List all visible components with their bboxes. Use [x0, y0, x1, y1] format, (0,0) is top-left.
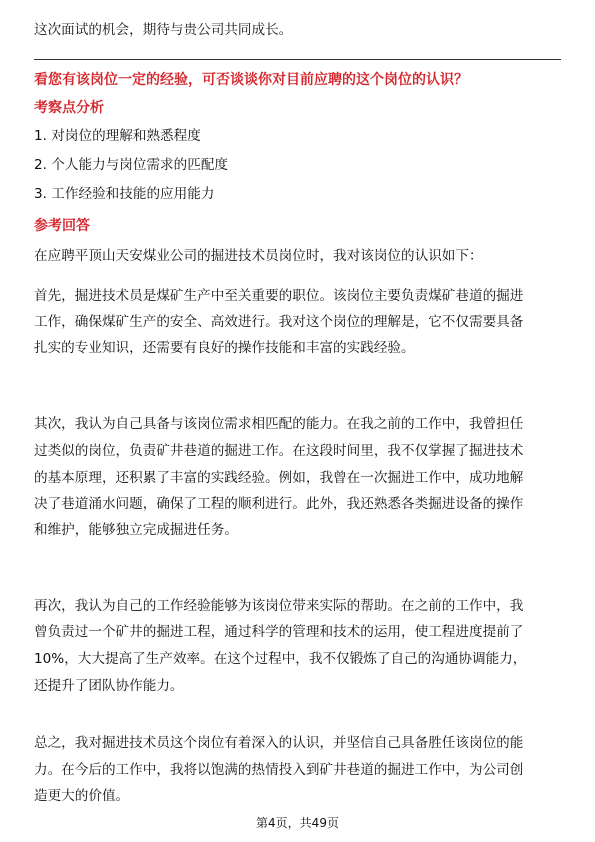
answer-paragraph-3-line: 曾负责过一个矿井的掘进工程，通过科学的管理和技术的运用，使工程进度提前了 — [34, 624, 524, 640]
answer-paragraph-3-line: 再次，我认为自己的工作经验能够为该岗位带来实际的帮助。在之前的工作中，我 — [34, 598, 524, 614]
answer-lead: 在应聘平顶山天安煤业公司的掘进技术员岗位时，我对该岗位的认识如下： — [34, 248, 483, 264]
answer-heading: 参考回答 — [34, 218, 90, 234]
answer-paragraph-1-line: 扎实的专业知识，还需要有良好的操作技能和丰富的实践经验。 — [34, 340, 415, 356]
question-title: 看您有该岗位一定的经验，可否谈谈你对目前应聘的这个岗位的认识？ — [34, 72, 468, 88]
answer-paragraph-3-line: 10%，大大提高了生产效率。在这个过程中，我不仅锻炼了自己的沟通协调能力， — [34, 651, 527, 667]
answer-paragraph-2-line: 其次，我认为自己具备与该岗位需求相匹配的能力。在我之前的工作中，我曾担任 — [34, 416, 524, 432]
answer-paragraph-1-line: 工作，确保煤矿生产的安全、高效进行。我对这个岗位的理解是，它不仅需要具备 — [34, 314, 524, 330]
analysis-item: 2. 个人能力与岗位需求的匹配度 — [34, 157, 229, 173]
answer-paragraph-1-line: 首先，掘进技术员是煤矿生产中至关重要的职位。该岗位主要负责煤矿巷道的掘进 — [34, 288, 524, 304]
analysis-item: 1. 对岗位的理解和熟悉程度 — [34, 128, 201, 144]
answer-paragraph-2-line: 决了巷道涌水问题，确保了工程的顺利进行。此外，我还熟悉各类掘进设备的操作 — [34, 496, 524, 512]
answer-paragraph-4-line: 总之，我对掘进技术员这个岗位有着深入的认识，并坚信自己具备胜任该岗位的能 — [34, 735, 524, 751]
answer-paragraph-2-line: 和维护，能够独立完成掘进任务。 — [34, 522, 238, 538]
answer-paragraph-4-line: 造更大的价值。 — [34, 788, 130, 804]
answer-paragraph-2-line: 过类似的岗位，负责矿井巷道的掘进工作。在这段时间里，我不仅掌握了掘进技术 — [34, 443, 524, 459]
page-number-footer: 第4页，共49页 — [256, 816, 339, 830]
intro-tail-text: 这次面试的机会，期待与贵公司共同成长。 — [34, 22, 293, 38]
answer-paragraph-2-line: 的基本原理，还积累了丰富的实践经验。例如，我曾在一次掘进工作中，成功地解 — [34, 470, 524, 486]
analysis-heading: 考察点分析 — [34, 100, 104, 116]
answer-paragraph-3-line: 还提升了团队协作能力。 — [34, 678, 184, 694]
answer-paragraph-4-line: 力。在今后的工作中，我将以饱满的热情投入到矿井巷道的掘进工作中，为公司创 — [34, 762, 524, 778]
section-divider — [34, 59, 561, 60]
analysis-item: 3. 工作经验和技能的应用能力 — [34, 186, 215, 202]
